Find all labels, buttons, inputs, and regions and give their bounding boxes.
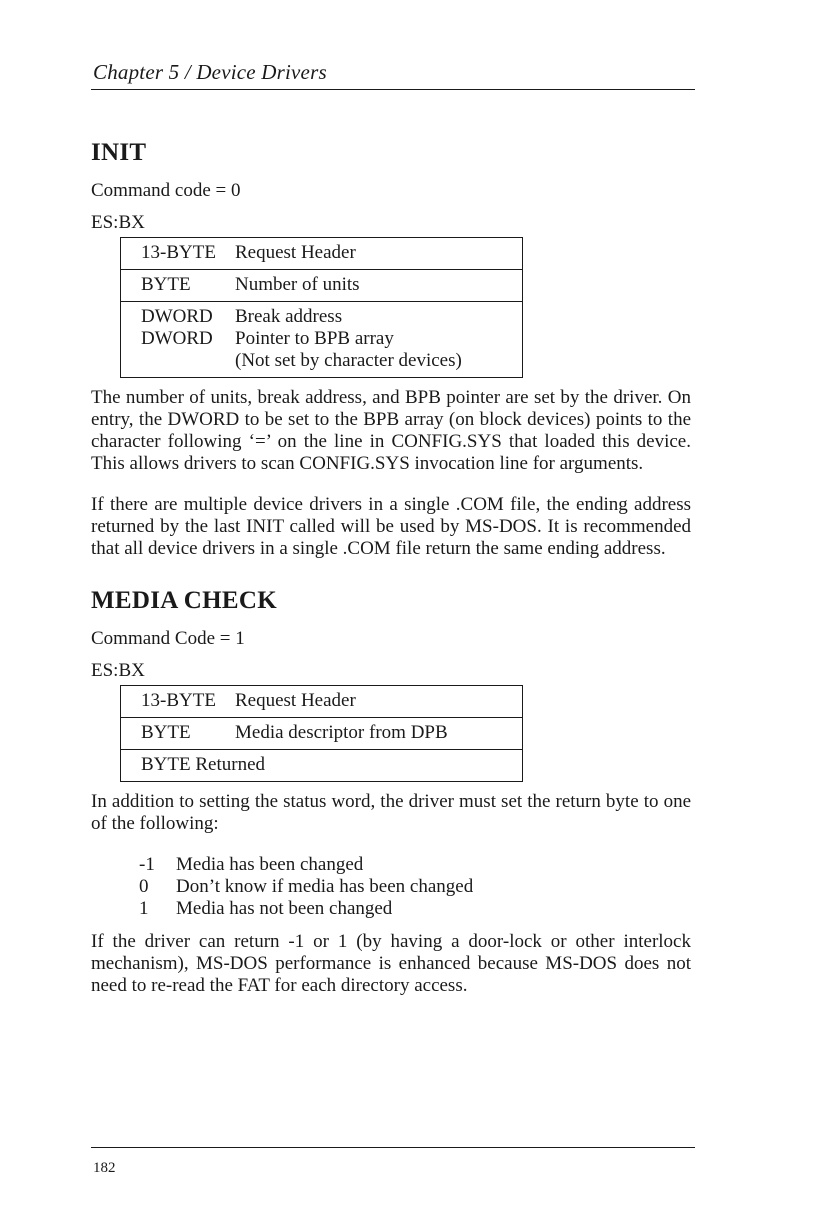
running-header: Chapter 5 / Device Drivers [93,60,327,84]
struct-row [121,269,522,301]
struct-field [121,350,522,372]
field-type [141,350,235,372]
struct-field [121,690,522,712]
struct-row [121,301,522,377]
list-item [139,876,691,898]
field-description: Number of units [235,274,360,295]
field-type: 13-BYTE [141,690,216,711]
field-description: Pointer to BPB array [235,328,394,349]
struct-field [121,328,522,350]
media-check-pointer-label: ES:BX [91,660,145,681]
return-value-list [139,854,691,920]
struct-field [121,754,522,776]
field-description: Request Header [235,242,356,263]
struct-row [121,238,522,269]
page-number: 182 [93,1160,116,1176]
media-check-section [91,586,691,997]
struct-row [121,749,522,781]
field-type: BYTE [141,274,191,295]
field-description: Break address [235,306,343,327]
list-item [139,898,691,920]
struct-field [121,306,522,328]
field-type: DWORD [141,306,213,327]
field-description: (Not set by character devices) [235,350,462,371]
field-type: 13-BYTE [141,242,216,263]
struct-field [121,242,522,264]
media-check-intro: In addition to setting the status word, the driver must set the return byte to one of the following: [91,791,691,834]
field-type: BYTE Returned [141,754,266,775]
return-meaning: Don’t know if media has been changed [176,876,474,897]
init-paragraph: The number of units, break address, and BPB pointer are set by the driver. On entry, the DWORD to be set to the BPB array (on block devices) points to the character following ‘=’ on the line in CONFIG.SYS that loaded this device. This allows drivers to scan CONFIG.SYS invocation line for arguments. [91,387,691,474]
field-description: Request Header [235,690,356,711]
init-section [91,138,691,560]
list-item [139,854,691,876]
field-description: Media descriptor from DPB [235,722,448,743]
field-type: DWORD [141,328,213,349]
return-meaning: Media has not been changed [176,898,393,919]
field-type: BYTE [141,722,191,743]
struct-row [121,686,522,717]
return-meaning: Media has been changed [176,854,364,875]
return-code: 1 [139,898,149,919]
struct-field [121,274,522,296]
struct-row [121,717,522,749]
init-paragraph: If there are multiple device drivers in a single .COM file, the ending address returned by the last INIT called will be used by MS-DOS. It is recommended that all device drivers in a single .COM file return the same ending address. [91,494,691,559]
init-request-structure [120,237,523,378]
struct-field [121,722,522,744]
media-check-heading: MEDIA CHECK [91,587,277,614]
init-heading: INIT [91,139,147,166]
return-code: 0 [139,876,149,897]
media-check-request-structure [120,685,523,782]
media-check-closing: If the driver can return -1 or 1 (by having a door-lock or other interlock mechanism), MS-DOS performance is enhanced because MS-DOS does not need to re-read the FAT for each directory access. [91,931,691,996]
footer-rule [91,1147,695,1148]
init-pointer-label: ES:BX [91,212,145,233]
media-check-command-code: Command Code = 1 [91,628,245,649]
init-command-code: Command code = 0 [91,180,241,201]
page-body [91,138,691,1016]
header-rule [91,89,695,90]
return-code: -1 [139,854,155,875]
